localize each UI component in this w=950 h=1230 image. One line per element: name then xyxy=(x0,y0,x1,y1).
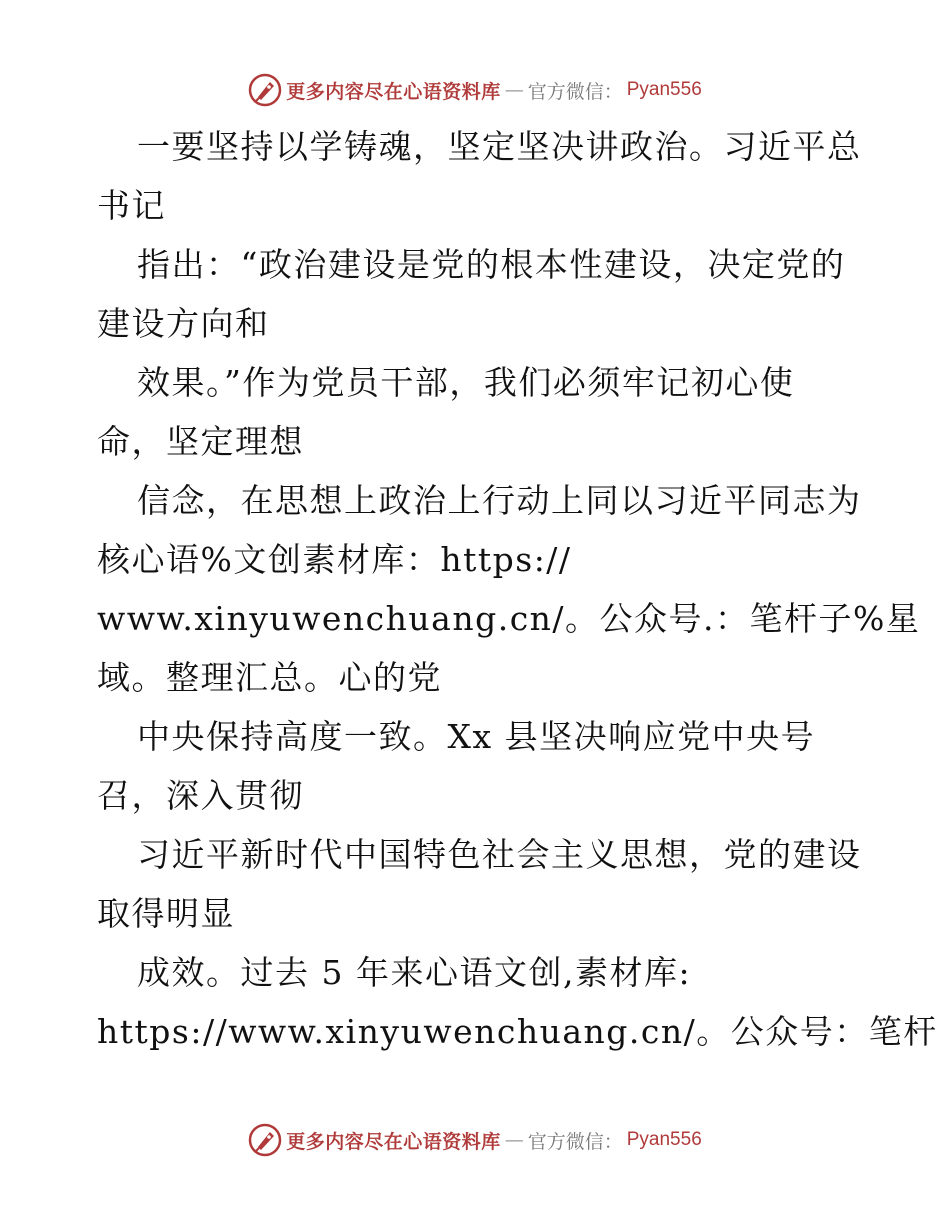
pen-nib-icon xyxy=(248,1123,282,1157)
banner-slogan: 更多内容尽在心语资料库 xyxy=(286,80,501,103)
text-line: 成效。过去 5 年来心语文创,素材库: xyxy=(137,953,692,992)
pen-nib-icon xyxy=(248,73,282,107)
wechat-label: 官方微信： xyxy=(527,80,623,103)
text-line: 书记 xyxy=(97,186,166,225)
banner-dash: — xyxy=(504,79,524,101)
text-line: 命，坚定理想 xyxy=(97,422,304,461)
wechat-id: Pyan556 xyxy=(626,79,702,100)
banner-dash: — xyxy=(504,1129,524,1151)
text-line: https://www.xinyuwenchuang.cn/。公众号：笔杆 xyxy=(97,1012,938,1051)
banner-slogan: 更多内容尽在心语资料库 xyxy=(286,1130,501,1153)
text-line: 核心语%文创素材库：https:// xyxy=(97,540,572,579)
text-line: www.xinyuwenchuang.cn/。公众号.：笔杆子%星 xyxy=(97,599,921,638)
wechat-label: 官方微信： xyxy=(527,1130,623,1153)
text-line: 召，深入贯彻 xyxy=(97,776,304,815)
text-line: 效果。”作为党员干部，我们必须牢记初心使 xyxy=(137,363,795,402)
text-line: 取得明显 xyxy=(97,894,235,933)
text-line: 建设方向和 xyxy=(97,304,270,343)
text-line: 一要坚持以学铸魂，坚定坚决讲政治。习近平总 xyxy=(137,127,862,166)
wechat-id: Pyan556 xyxy=(626,1129,702,1150)
footer-banner xyxy=(0,1120,950,1160)
text-line: 指出：“政治建设是党的根本性建设，决定党的 xyxy=(137,245,846,284)
header-banner xyxy=(0,70,950,110)
text-line: 域。整理汇总。心的党 xyxy=(97,658,442,697)
document-body xyxy=(97,117,938,1061)
text-line: 信念，在思想上政治上行动上同以习近平同志为 xyxy=(137,481,862,520)
text-line: 习近平新时代中国特色社会主义思想，党的建设 xyxy=(137,835,862,874)
text-line: 中央保持高度一致。Xx 县坚决响应党中央号 xyxy=(137,717,816,756)
